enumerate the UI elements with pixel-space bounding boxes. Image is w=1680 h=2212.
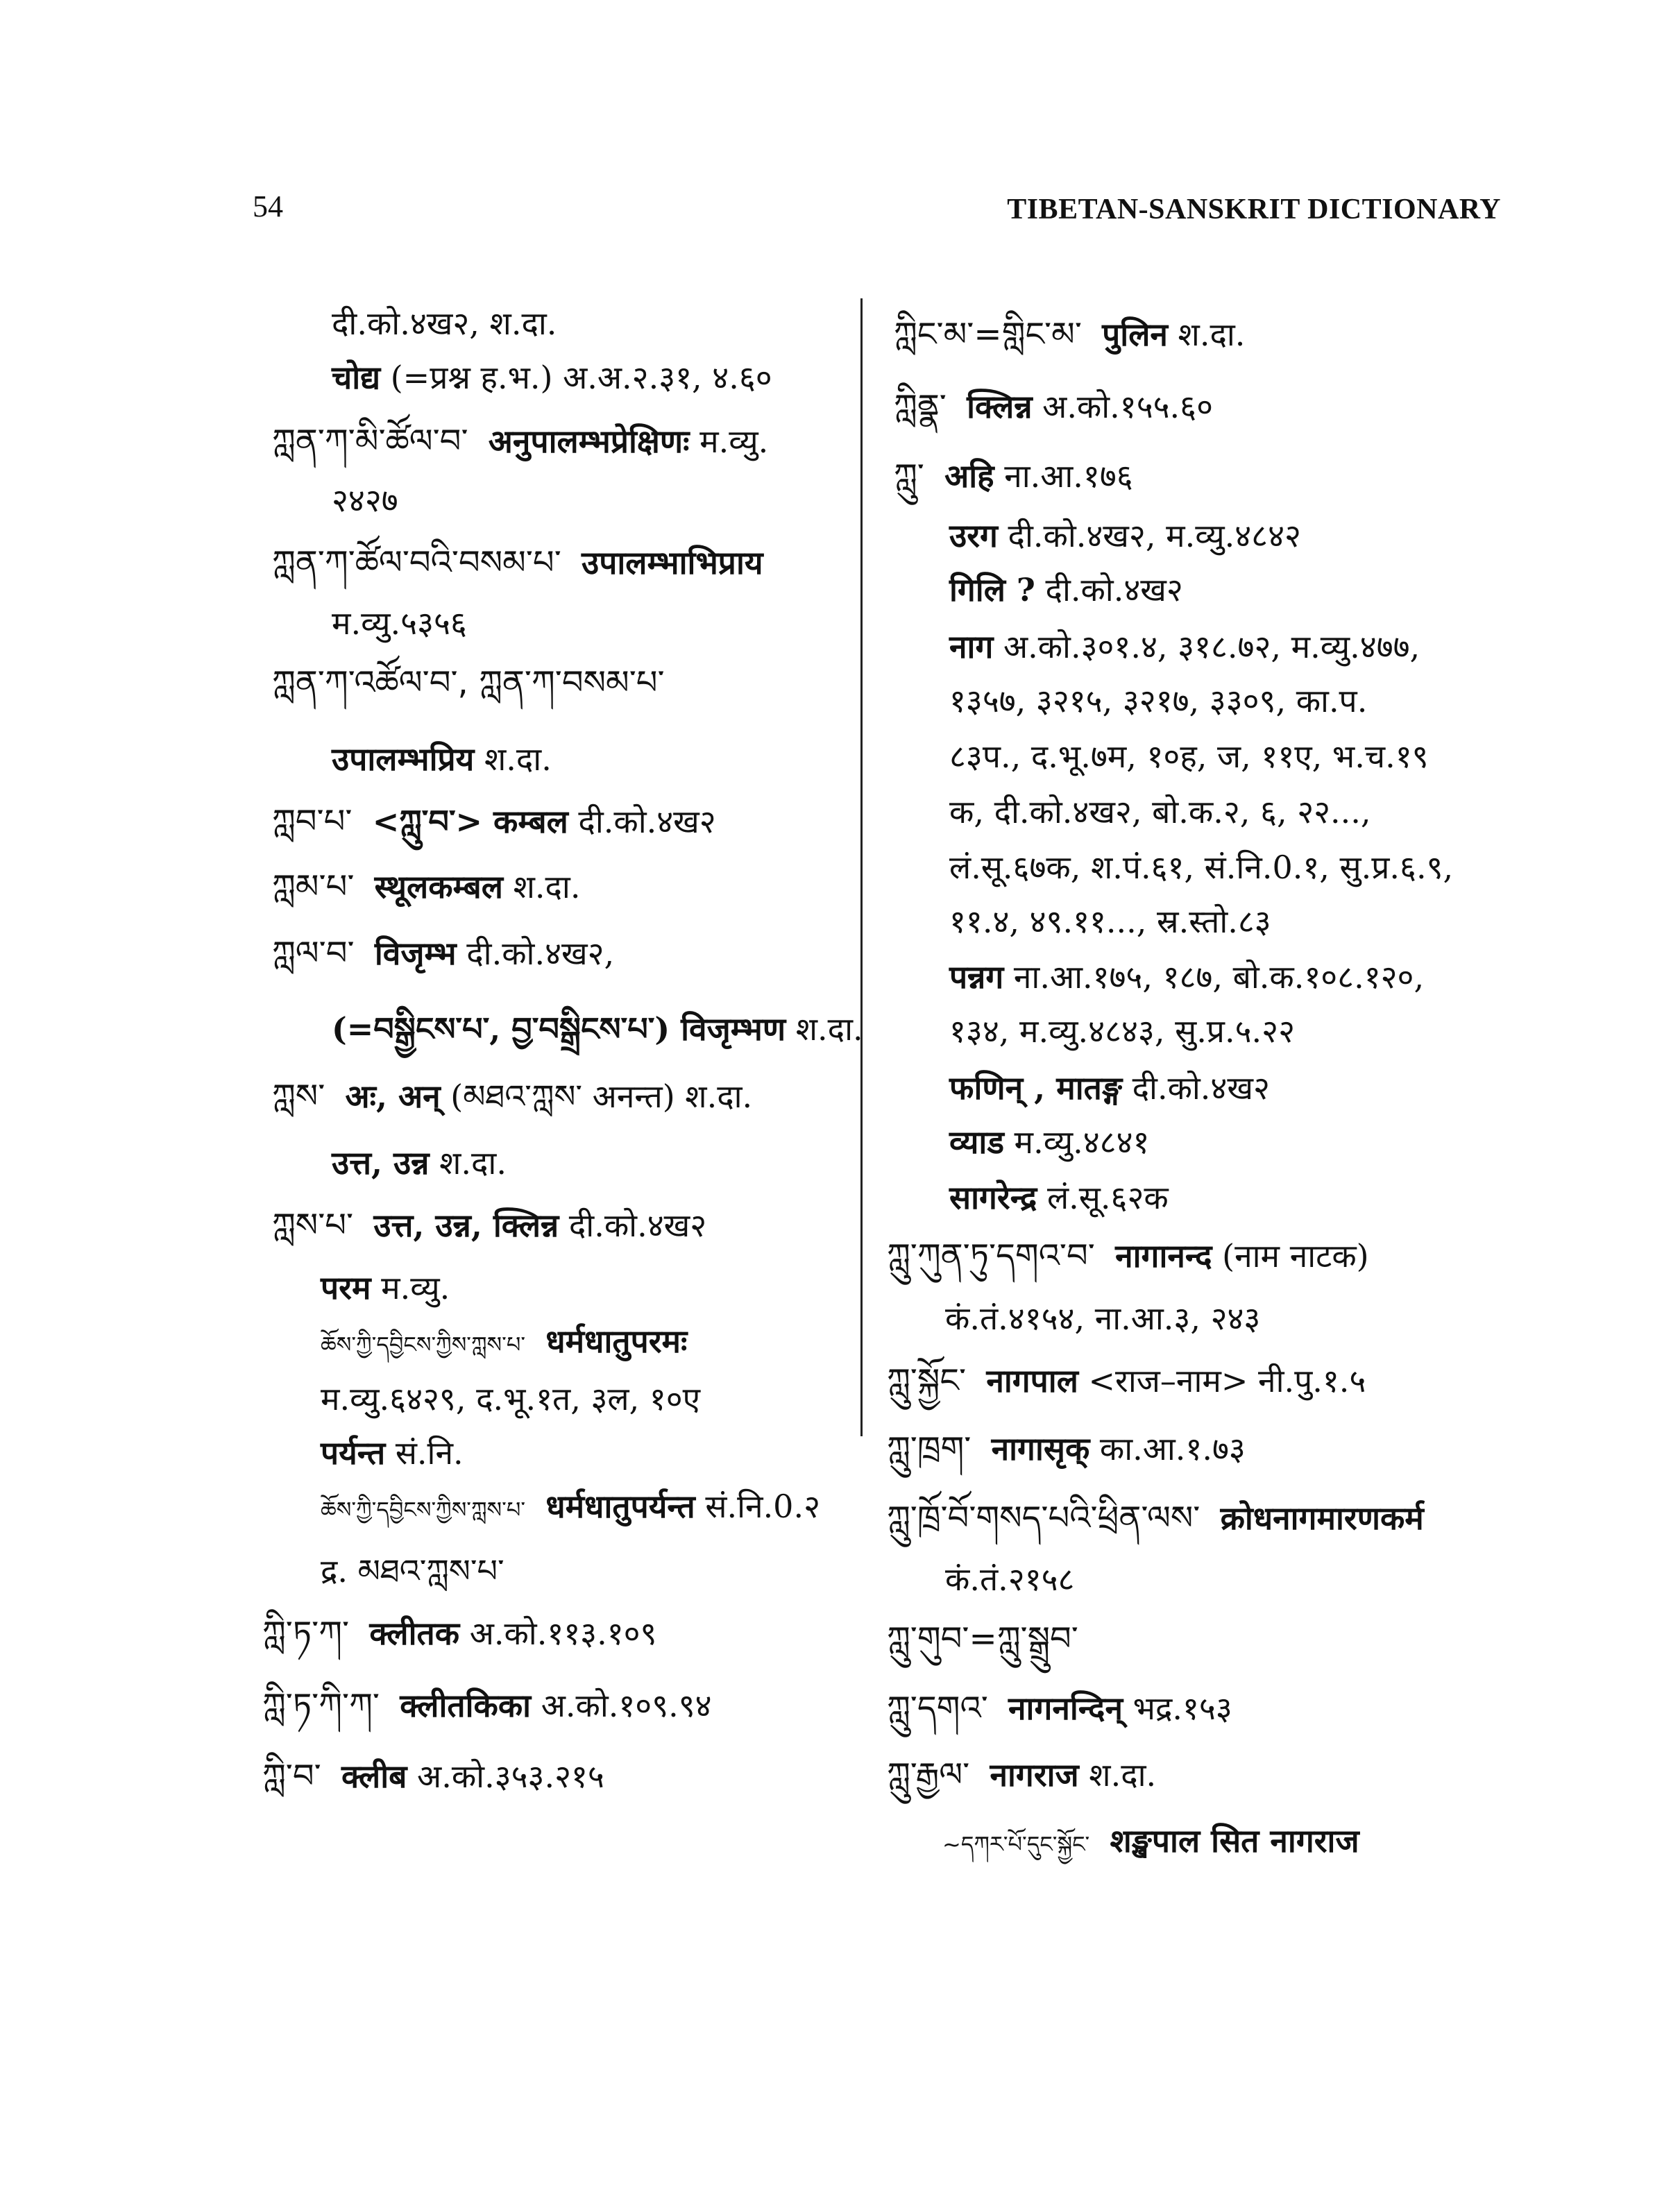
- entry-line: सागरेन्द्र लं.सू.६२क: [949, 1179, 1169, 1216]
- entry-line: चोद्य (=प्रश्न ह.भ.) अ.अ.२.३१, ४.६०: [332, 359, 772, 396]
- headword-line: ཀླིནྣ་ क्लिन्न अ.को.१५५.६०: [894, 387, 1214, 426]
- entry-line: पर्यन्त सं.नि.: [321, 1434, 464, 1472]
- headword-line: ཀླམ་པ་ स्थूलकम्बल श.दा.: [272, 867, 581, 906]
- entry-line: फणिन् , मातङ्ग दी.को.४ख२: [949, 1069, 1270, 1107]
- entry-line: कं.तं.४१५४, ना.आ.३, २४३: [945, 1300, 1261, 1337]
- entry-line: क, दी.को.४ख२, बो.क.२, ६, २२...,: [949, 793, 1371, 831]
- headword-line: ཀླས་ अः, अन् (མཐའ་ཀླས་ अनन्त) श.दा.: [272, 1077, 753, 1116]
- entry-line: म.व्यु.६४२९, द.भू.१त, ३ल, १०ए: [321, 1380, 701, 1418]
- entry-line: ཆོས་ཀྱི་དབྱིངས་ཀྱིས་ཀླས་པ་ धर्मधातुपरमः: [321, 1322, 688, 1360]
- entry-line: ११.४, ४९.११..., स्र.स्तो.८३: [949, 903, 1271, 940]
- entry-line: ཆོས་ཀྱི་དབྱིངས་ཀྱིས་ཀླས་པ་ धर्मधातुपर्यन्त सं.नि.0.२: [321, 1488, 820, 1525]
- entry-line: म.व्यु.५३५६: [332, 604, 467, 642]
- entry-line: ~དཀར་པོ་དུང་སྐྱོང་ शङ्खपाल सित नागराज: [942, 1822, 1359, 1860]
- entry-line: कं.तं.२१५८: [945, 1560, 1075, 1598]
- headword-line: ཀླི་ཏ་ཀི་ཀ་ क्लीतकिका अ.को.१०९.९४: [262, 1686, 712, 1725]
- entry-line: उरग दी.को.४ख२, म.व्यु.४८४२: [949, 517, 1301, 554]
- headword-line: ཀླུ་ཁྲོ་བོ་གསད་པའི་ཕྲིན་ལས་ क्रोधनागमारणकर्म: [887, 1499, 1424, 1538]
- headword-line: ཀླུ་ अहि ना.आ.१७६: [894, 457, 1133, 495]
- entry-line: नाग अ.को.३०१.४, ३१८.७२, म.व्यु.४७७,: [949, 628, 1420, 665]
- headword-line: ཀླུ་གུབ་=ཀླུ་སྒྲུབ་: [887, 1619, 1078, 1658]
- headword-line: ཀླན་ཀ་མི་ཚོལ་བ་ अनुपालम्भप्रेक्षिणः म.व्यु.: [272, 422, 769, 461]
- entry-line: २४२७: [332, 482, 398, 519]
- headword-line: ཀླལ་བ་ विजृम्भ दी.को.४ख२,: [272, 934, 615, 973]
- entry-line: परम म.व्यु.: [321, 1269, 450, 1307]
- entry-line: १३४, म.व्यु.४८४३, सु.प्र.५.२२: [949, 1012, 1295, 1050]
- entry-line: गिलि ? दी.को.४ख२: [949, 571, 1183, 609]
- entry-line: द्र. མཐའ་ཀླས་པ་: [321, 1552, 504, 1590]
- entry-line: लं.सू.६७क, श.पं.६१, सं.नि.0.१, सु.प्र.६.९,: [949, 849, 1454, 886]
- running-head: TIBETAN-SANSKRIT DICTIONARY: [1007, 194, 1501, 226]
- headword-line: ཀླིང་མ་=གླིང་མ་ पुलिन श.दा.: [894, 315, 1246, 354]
- headword-line: ཀླི་ཏ་ཀ་ क्लीतक अ.को.११३.१०९: [262, 1614, 657, 1653]
- headword-line: ཀླབ་པ་ <ཀླུ་བ་> कम्बल दी.को.४ख२: [272, 802, 716, 841]
- headword-line: ཀླུ་རྒྱལ་ नागराज श.दा.: [887, 1755, 1157, 1794]
- entry-line: उत्त, उन्न श.दा.: [332, 1144, 507, 1182]
- entry-line: पन्नग ना.आ.१७५, १८७, बो.क.१०८.१२०,: [949, 958, 1425, 996]
- column-divider: [860, 298, 863, 1436]
- entry-line: ८३प., द.भू.७म, १०ह, ज, ११ए, भ.च.१९: [949, 738, 1429, 775]
- entry-line: दी.को.४ख२, श.दा.: [332, 305, 557, 342]
- headword-line: ཀླུ་དགའ་ नागनन्दिन् भद्र.१५३: [887, 1689, 1232, 1728]
- headword-line: ཀླས་པ་ उत्त, उन्न, क्लिन्न दी.को.४ख२: [272, 1206, 707, 1245]
- page-number: 54: [253, 189, 283, 223]
- entry-line: (=བསྒྱིངས་པ་, བྱ་བསྒྲིངས་པ་) विजृम्भण श.दा.: [332, 1010, 863, 1048]
- headword-line: ཀླུ་སྐྱོང་ नागपाल <राज–नाम> नी.पु.१.५: [887, 1361, 1366, 1400]
- entry-line: १३५७, ३२१५, ३२१७, ३३०९, का.प.: [949, 682, 1368, 720]
- headword-line: ཀླུ་ཀུན་ཏུ་དགའ་བ་ नागानन्द (नाम नाटक): [887, 1236, 1369, 1275]
- entry-line: उपालम्भप्रिय श.दा.: [332, 740, 552, 778]
- headword-line: ཀླི་བ་ क्लीब अ.को.३५३.२१५: [262, 1757, 604, 1796]
- headword-line: ཀླུ་ཁྲག་ नागासृक् का.आ.१.७३: [887, 1429, 1246, 1468]
- headword-line: ཀླན་ཀ་ཚོལ་བའི་བསམ་པ་ उपालम्भाभिप्राय: [272, 543, 763, 582]
- headword-line: ཀླན་ཀ་འཚོལ་བ་, ཀླན་ཀ་བསམ་པ་: [272, 663, 665, 702]
- entry-line: व्याड म.व्यु.४८४१: [949, 1123, 1150, 1161]
